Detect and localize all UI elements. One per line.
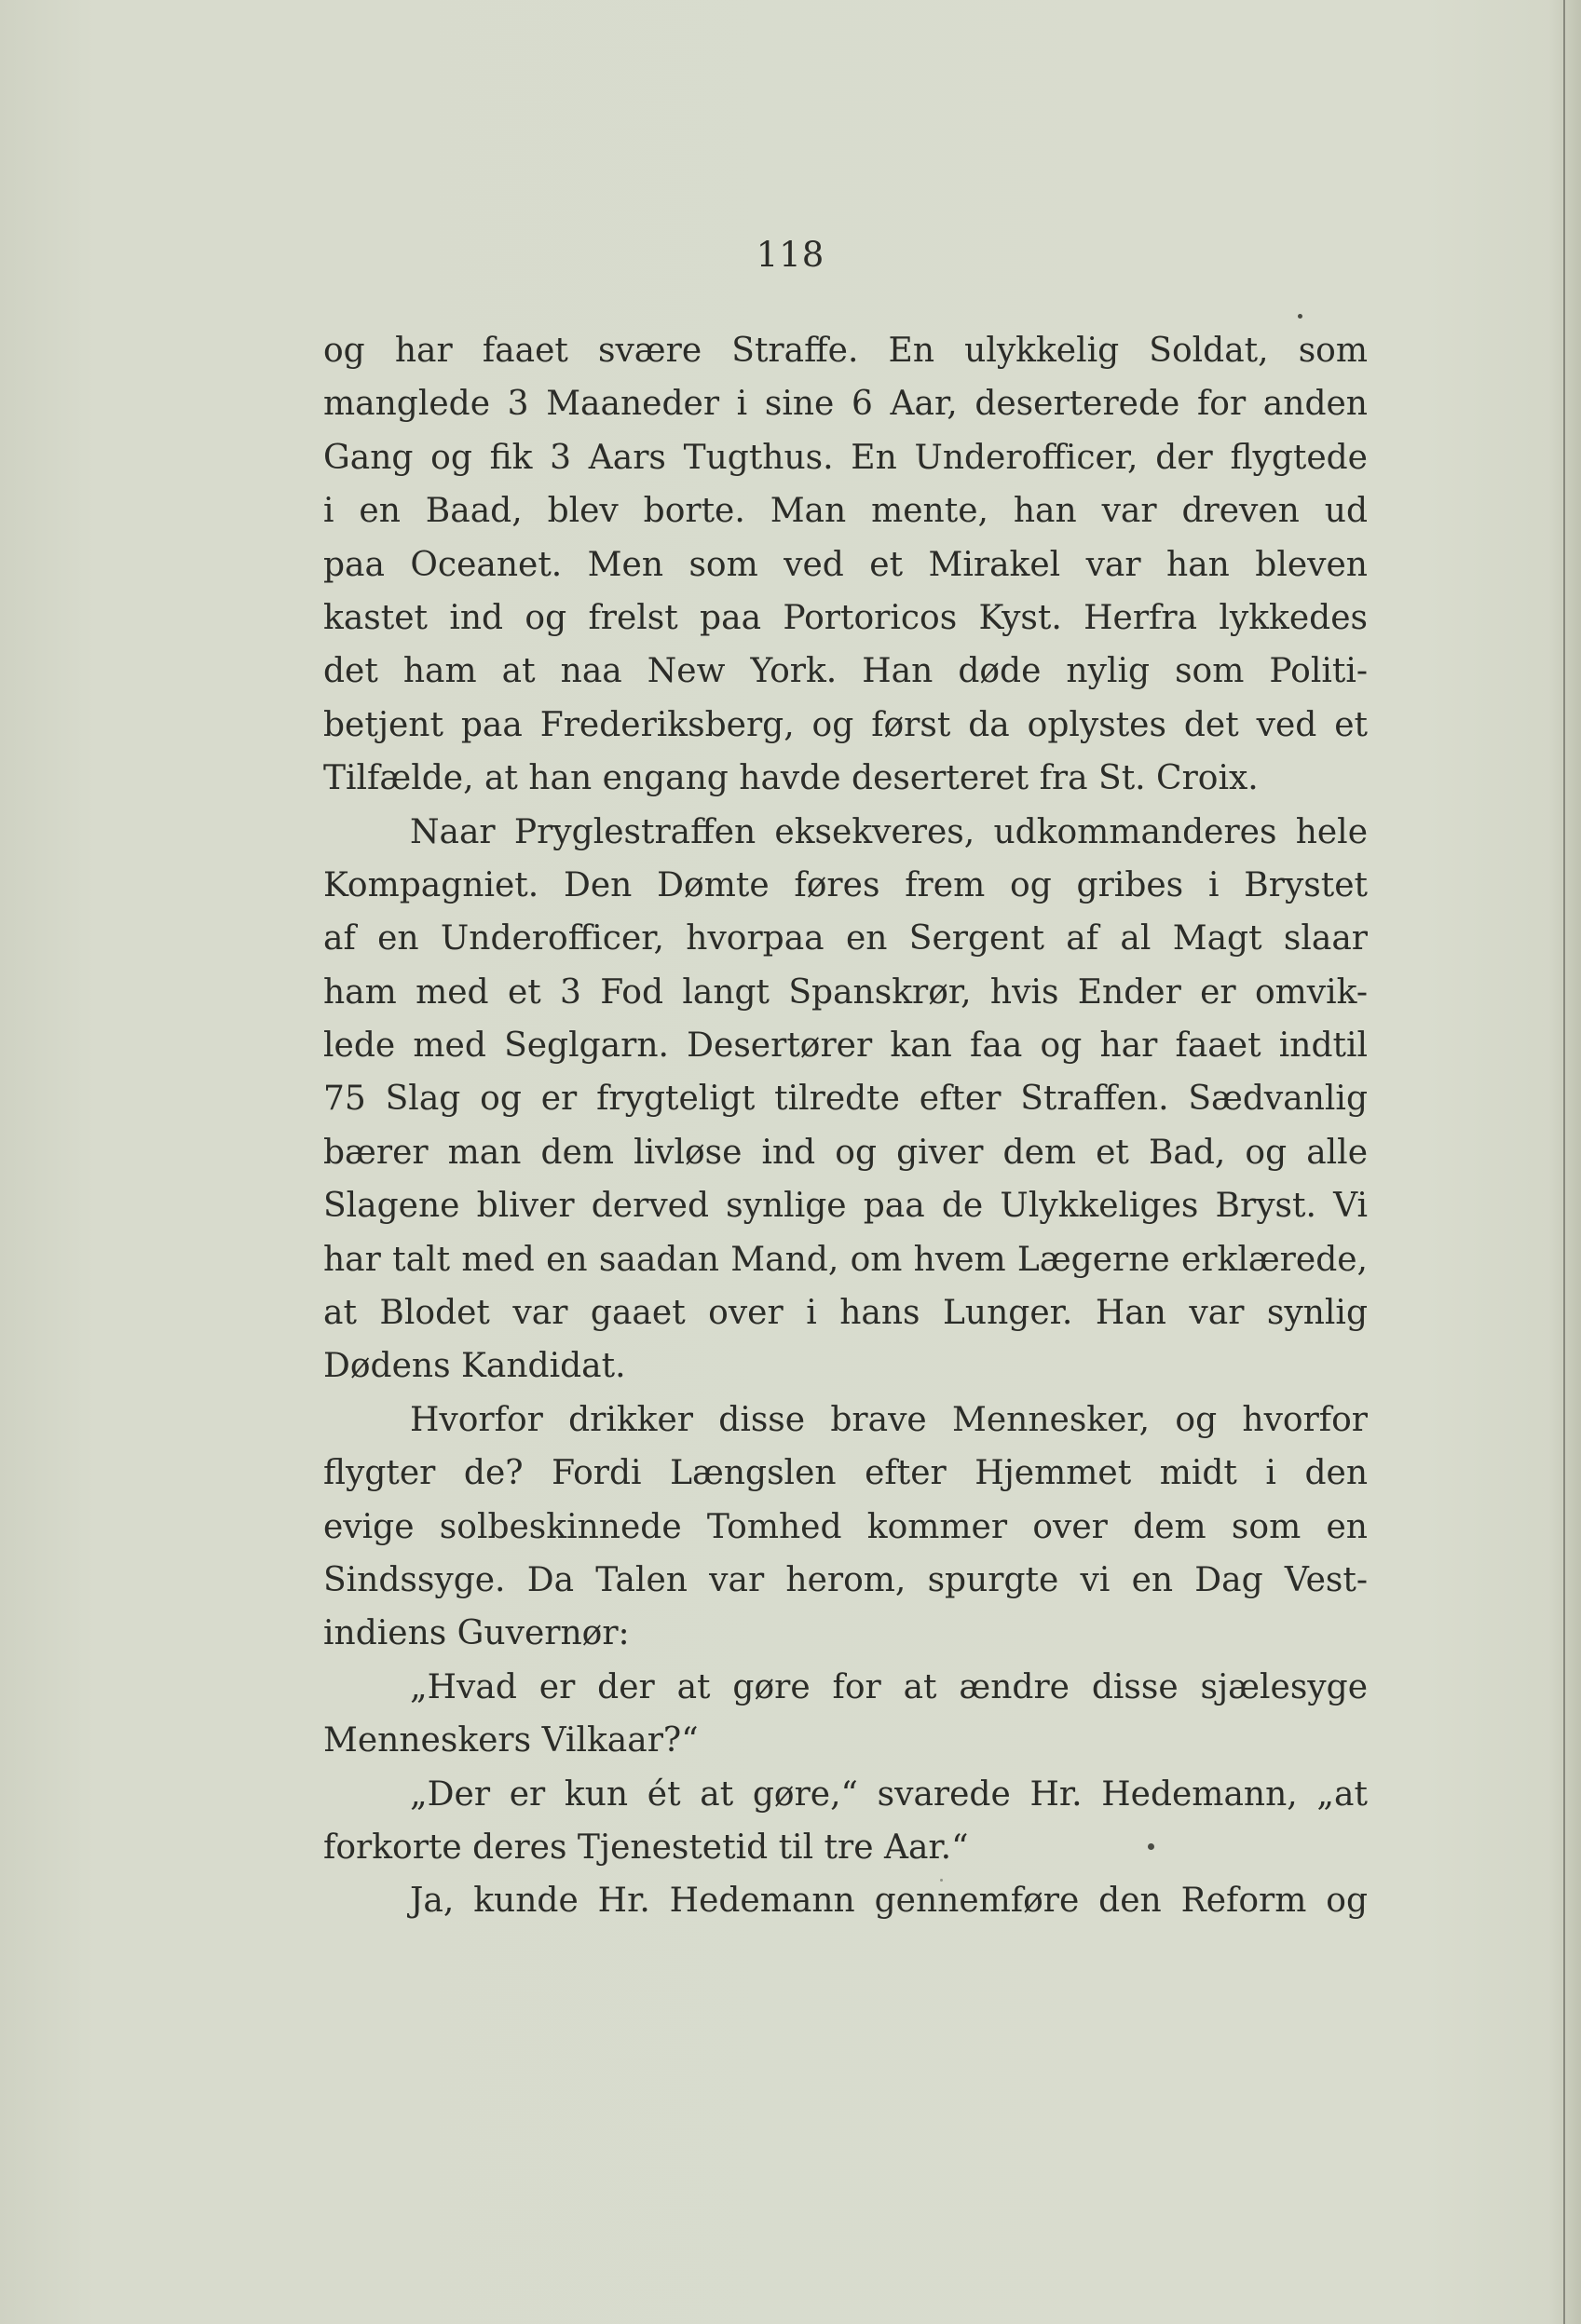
text-line: bærer man dem livløse ind og giver dem et Bad, og alle [323, 1133, 1368, 1172]
text-line: „Hvad er der at gøre for at ændre disse sjælesyge [410, 1667, 1368, 1706]
text-line: i en Baad, blev borte. Man mente, han var dreven ud [323, 492, 1368, 531]
paper-speck [1148, 1843, 1154, 1850]
text-line: flygter de? Fordi Længslen efter Hjemmet midt i den [323, 1454, 1368, 1493]
text-line: indiens Guvernør: [323, 1614, 630, 1653]
text-line: 75 Slag og er frygteligt tilredte efter Straffen. Sædvanlig [323, 1080, 1368, 1119]
text-line: har talt med en saadan Mand, om hvem Lægerne erklærede, [323, 1240, 1368, 1279]
text-line: Tilfælde, at han engang havde deserteret fra St. Croix. [323, 759, 1259, 798]
text-line: Dødens Kandidat. [323, 1347, 626, 1386]
page-number: 118 [756, 235, 825, 275]
text-line: evige solbeskinnede Tomhed kommer over dem som en [323, 1507, 1368, 1546]
text-line: Menneskers Vilkaar?“ [323, 1721, 699, 1760]
page-edge-line [1563, 0, 1565, 2324]
text-line: kastet ind og frelst paa Portoricos Kyst. Herfra lykkedes [323, 598, 1368, 637]
text-line: lede med Seglgarn. Desertører kan faa og har faaet indtil [323, 1026, 1368, 1066]
text-line: Slagene bliver derved synlige paa de Ulykkeliges Bryst. Vi [323, 1187, 1368, 1226]
text-line: af en Underofficer, hvorpaa en Sergent af al Magt slaar [323, 919, 1368, 958]
text-line: og har faaet svære Straffe. En ulykkelig Soldat, som [323, 332, 1368, 370]
text-line: Hvorfor drikker disse brave Mennesker, og hvorfor [410, 1400, 1368, 1439]
text-line: at Blodet var gaaet over i hans Lunger. Han var synlig [323, 1294, 1368, 1333]
text-line: betjent paa Frederiksberg, og først da oplystes det ved et [323, 705, 1368, 744]
text-line: forkorte deres Tjenestetid til tre Aar.“ [323, 1828, 969, 1867]
paper-speck [940, 1879, 943, 1882]
text-line: det ham at naa New York. Han døde nylig som Politi- [323, 652, 1368, 691]
text-line: Kompagniet. Den Dømte føres frem og gribes i Brystet [323, 865, 1368, 904]
text-line: „Der er kun ét at gøre,“ svarede Hr. Hedemann, „at [410, 1774, 1368, 1814]
text-line: Ja, kunde Hr. Hedemann gennemføre den Reform og [410, 1882, 1368, 1921]
text-line: paa Oceanet. Men som ved et Mirakel var han bleven [323, 545, 1368, 584]
page-edge-shadow [1549, 0, 1581, 2324]
paper-speck [1298, 314, 1302, 319]
text-line: Sindssyge. Da Talen var herom, spurgte vi en Dag Vest- [323, 1560, 1368, 1599]
text-line: Gang og fik 3 Aars Tugthus. En Underofficer, der flygtede [323, 438, 1368, 477]
text-line: ham med et 3 Fod langt Spanskrør, hvis Ender er omvik- [323, 972, 1368, 1012]
body-text [323, 324, 1368, 1928]
text-line: manglede 3 Maaneder i sine 6 Aar, deserterede for anden [323, 385, 1368, 424]
text-line: Naar Pryglestraffen eksekveres, udkommanderes hele [410, 812, 1368, 851]
